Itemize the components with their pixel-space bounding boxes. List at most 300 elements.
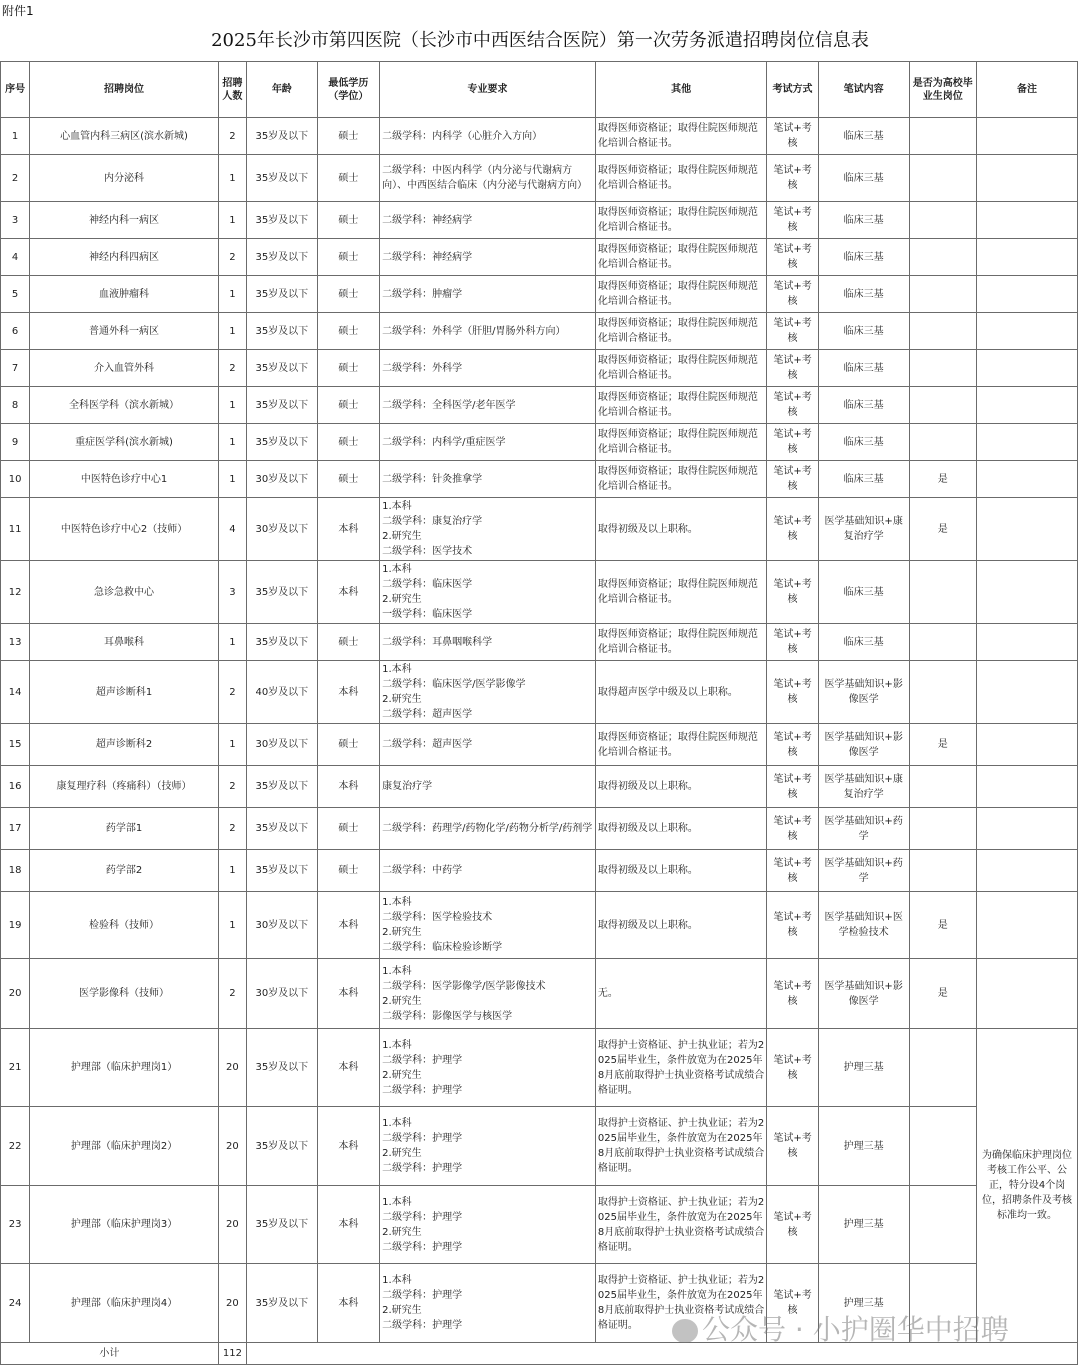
major-line: 二级学科：外科学（肝胆/胃肠外科方向） [382, 325, 566, 337]
row-major [380, 766, 596, 808]
watermark-text: 公众号 · 小护圈华中招聘 [702, 1313, 1009, 1346]
row-edu: 硕士 [317, 202, 380, 239]
major-line: 二级学科：临床检验诊断学 [382, 942, 503, 953]
row-position: 护理部（临床护理岗3） [30, 1186, 219, 1264]
row-exam: 笔试+考核 [767, 1264, 818, 1343]
row-position: 药学部2 [30, 850, 219, 892]
row-edu: 硕士 [317, 424, 380, 461]
major-line: 二级学科：超声医学 [382, 739, 473, 750]
row-exam: 笔试+考核 [767, 892, 818, 959]
row-seq: 12 [1, 561, 30, 624]
row-graduate [909, 118, 977, 155]
row-content: 临床三基 [818, 155, 909, 202]
row-major [380, 387, 596, 424]
row-major [380, 424, 596, 461]
major-line: 二级学科：超声医学 [382, 709, 473, 720]
table-row [1, 766, 1078, 808]
row-other: 取得医师资格证；取得住院医师规范化培训合格证书。 [595, 724, 766, 766]
row-edu: 本科 [317, 766, 380, 808]
row-count: 1 [218, 892, 246, 959]
row-seq: 13 [1, 624, 30, 661]
row-edu: 本科 [317, 892, 380, 959]
table-row [1, 155, 1078, 202]
row-position: 重症医学科(滨水新城) [30, 424, 219, 461]
row-other: 取得护士资格证、护士执业证；若为2025届毕业生，条件放宽为在2025年8月底前取得护士执业资格考试成绩合格证明。 [595, 1107, 766, 1186]
row-note [977, 661, 1078, 724]
row-age: 35岁及以下 [247, 239, 318, 276]
row-graduate [909, 624, 977, 661]
row-seq: 19 [1, 892, 30, 959]
table-row [1, 661, 1078, 724]
row-position: 护理部（临床护理岗4） [30, 1264, 219, 1343]
row-other: 取得医师资格证；取得住院医师规范化培训合格证书。 [595, 276, 766, 313]
row-note [977, 461, 1078, 498]
row-age: 35岁及以下 [247, 850, 318, 892]
major-line: 2.研究生 [382, 1069, 422, 1081]
major-line: 二级学科：护理学 [382, 1163, 463, 1174]
major-line: 二级学科：康复治疗学 [382, 516, 483, 527]
major-line: 二级学科：针灸推拿学 [382, 473, 483, 485]
row-count: 1 [218, 461, 246, 498]
table-body [1, 118, 1078, 1365]
row-note [977, 561, 1078, 624]
table-row [1, 1107, 1078, 1186]
row-exam: 笔试+考核 [767, 498, 818, 561]
watermark [672, 1308, 1009, 1348]
major-line: 二级学科：临床医学 [382, 579, 473, 590]
row-exam: 笔试+考核 [767, 1186, 818, 1264]
row-position: 护理部（临床护理岗1） [30, 1029, 219, 1107]
row-major [380, 561, 596, 624]
row-position: 中医特色诊疗中心1 [30, 461, 219, 498]
row-other: 无。 [595, 959, 766, 1029]
row-other: 取得医师资格证；取得住院医师规范化培训合格证书。 [595, 387, 766, 424]
row-graduate [909, 808, 977, 850]
row-position: 医学影像科（技师） [30, 959, 219, 1029]
row-content: 临床三基 [818, 350, 909, 387]
row-seq: 15 [1, 724, 30, 766]
row-count: 1 [218, 424, 246, 461]
table-row [1, 892, 1078, 959]
row-count: 20 [218, 1029, 246, 1107]
table-row [1, 202, 1078, 239]
row-seq: 6 [1, 313, 30, 350]
row-other: 取得初级及以上职称。 [595, 850, 766, 892]
major-line: 二级学科：药理学/药物化学/药物分析学/药剂学 [382, 823, 593, 834]
table-row [1, 850, 1078, 892]
major-line: 二级学科：护理学 [382, 1320, 463, 1331]
row-count: 1 [218, 850, 246, 892]
row-edu: 硕士 [317, 239, 380, 276]
header-count: 招聘人数 [218, 62, 246, 118]
row-edu: 硕士 [317, 276, 380, 313]
header-note: 备注 [977, 62, 1078, 118]
row-graduate [909, 766, 977, 808]
row-age: 35岁及以下 [247, 387, 318, 424]
row-content: 医学基础知识+康复治疗学 [818, 766, 909, 808]
row-other: 取得初级及以上职称。 [595, 766, 766, 808]
row-age: 35岁及以下 [247, 808, 318, 850]
row-exam: 笔试+考核 [767, 313, 818, 350]
major-line: 1.本科 [382, 1039, 412, 1051]
row-edu: 硕士 [317, 624, 380, 661]
row-seq: 24 [1, 1264, 30, 1343]
row-exam: 笔试+考核 [767, 766, 818, 808]
row-age: 35岁及以下 [247, 313, 318, 350]
major-line: 一级学科：临床医学 [382, 609, 473, 620]
header-content: 笔试内容 [818, 62, 909, 118]
row-exam: 笔试+考核 [767, 1107, 818, 1186]
row-graduate [909, 239, 977, 276]
header-age: 年龄 [247, 62, 318, 118]
row-note [977, 424, 1078, 461]
row-graduate [909, 661, 977, 724]
major-line: 2.研究生 [382, 694, 422, 705]
major-line: 1.本科 [382, 501, 412, 512]
row-graduate [909, 387, 977, 424]
row-other: 取得医师资格证；取得住院医师规范化培训合格证书。 [595, 561, 766, 624]
major-line: 二级学科：影像医学与核医学 [382, 1010, 513, 1022]
row-content: 医学基础知识+药学 [818, 808, 909, 850]
row-seq: 18 [1, 850, 30, 892]
table-row [1, 461, 1078, 498]
row-edu: 本科 [317, 1107, 380, 1186]
major-line: 二级学科：肿瘤学 [382, 288, 463, 300]
row-note [977, 202, 1078, 239]
row-position: 血液肿瘤科 [30, 276, 219, 313]
major-line: 1.本科 [382, 1196, 412, 1208]
row-age: 35岁及以下 [247, 1186, 318, 1264]
table-row [1, 1029, 1078, 1107]
table-row [1, 808, 1078, 850]
major-line: 二级学科：护理学 [382, 1211, 463, 1223]
row-position: 护理部（临床护理岗2） [30, 1107, 219, 1186]
row-edu: 硕士 [317, 118, 380, 155]
row-exam: 笔试+考核 [767, 1029, 818, 1107]
table-row [1, 276, 1078, 313]
row-major [380, 313, 596, 350]
row-other: 取得护士资格证、护士执业证；若为2025届毕业生，条件放宽为在2025年8月底前取得护士执业资格考试成绩合格证明。 [595, 1264, 766, 1343]
row-graduate [909, 1186, 977, 1264]
row-graduate [909, 276, 977, 313]
row-count: 20 [218, 1186, 246, 1264]
row-content: 临床三基 [818, 424, 909, 461]
major-line: 康复治疗学 [382, 781, 433, 792]
row-count: 1 [218, 724, 246, 766]
row-content: 临床三基 [818, 276, 909, 313]
row-note [977, 276, 1078, 313]
row-major [380, 624, 596, 661]
nursing-note: 为确保临床护理岗位考核工作公平、公正，特分设4个岗位，招聘条件及考核标准均一致。 [977, 1029, 1078, 1343]
row-edu: 本科 [317, 661, 380, 724]
header-graduate: 是否为高校毕业生岗位 [909, 62, 977, 118]
major-line: 1.本科 [382, 1275, 412, 1286]
row-count: 2 [218, 959, 246, 1029]
row-content: 临床三基 [818, 202, 909, 239]
row-seq: 16 [1, 766, 30, 808]
row-seq: 17 [1, 808, 30, 850]
major-line: 1.本科 [382, 897, 412, 908]
row-content: 护理三基 [818, 1264, 909, 1343]
row-other: 取得初级及以上职称。 [595, 498, 766, 561]
major-line: 二级学科：神经病学 [382, 214, 473, 226]
row-content: 医学基础知识+药学 [818, 850, 909, 892]
row-seq: 14 [1, 661, 30, 724]
row-other: 取得医师资格证；取得住院医师规范化培训合格证书。 [595, 239, 766, 276]
row-edu: 硕士 [317, 461, 380, 498]
row-content: 医学基础知识+影像医学 [818, 959, 909, 1029]
major-line: 二级学科：中药学 [382, 865, 463, 876]
row-edu: 本科 [317, 561, 380, 624]
row-seq: 10 [1, 461, 30, 498]
major-line: 2.研究生 [382, 594, 422, 605]
page-title: 2025年长沙市第四医院（长沙市中西医结合医院）第一次劳务派遣招聘岗位信息表 [211, 30, 869, 51]
row-note [977, 387, 1078, 424]
major-line: 二级学科：内科学/重症医学 [382, 436, 506, 448]
row-position: 耳鼻喉科 [30, 624, 219, 661]
row-content: 护理三基 [818, 1186, 909, 1264]
row-major [380, 1107, 596, 1186]
row-edu: 硕士 [317, 724, 380, 766]
major-line: 二级学科：神经病学 [382, 251, 473, 263]
header-seq: 序号 [1, 62, 30, 118]
row-content: 临床三基 [818, 239, 909, 276]
table-row [1, 624, 1078, 661]
row-other: 取得医师资格证；取得住院医师规范化培训合格证书。 [595, 424, 766, 461]
major-line: 二级学科：医学检验技术 [382, 912, 493, 923]
header-exam: 考试方式 [767, 62, 818, 118]
header-major: 专业要求 [380, 62, 596, 118]
row-seq: 4 [1, 239, 30, 276]
row-position: 神经内科一病区 [30, 202, 219, 239]
row-edu: 本科 [317, 1264, 380, 1343]
row-note [977, 850, 1078, 892]
major-line: 2.研究生 [382, 531, 422, 542]
row-count: 1 [218, 313, 246, 350]
row-age: 30岁及以下 [247, 959, 318, 1029]
row-major [380, 461, 596, 498]
row-major [380, 350, 596, 387]
row-count: 1 [218, 276, 246, 313]
row-major [380, 892, 596, 959]
row-position: 内分泌科 [30, 155, 219, 202]
row-position: 心血管内科三病区(滨水新城) [30, 118, 219, 155]
row-content: 医学基础知识+医学检验技术 [818, 892, 909, 959]
attachment-label: 附件1 [2, 4, 34, 18]
row-major [380, 498, 596, 561]
row-edu: 硕士 [317, 387, 380, 424]
row-exam: 笔试+考核 [767, 561, 818, 624]
row-age: 30岁及以下 [247, 498, 318, 561]
row-major [380, 808, 596, 850]
row-age: 35岁及以下 [247, 202, 318, 239]
row-position: 急诊急救中心 [30, 561, 219, 624]
row-content: 医学基础知识+康复治疗学 [818, 498, 909, 561]
row-note [977, 118, 1078, 155]
row-count: 1 [218, 624, 246, 661]
row-age: 35岁及以下 [247, 276, 318, 313]
table-row [1, 313, 1078, 350]
row-other: 取得医师资格证；取得住院医师规范化培训合格证书。 [595, 155, 766, 202]
major-line: 二级学科：护理学 [382, 1054, 463, 1066]
row-count: 4 [218, 498, 246, 561]
row-age: 35岁及以下 [247, 118, 318, 155]
row-other: 取得医师资格证；取得住院医师规范化培训合格证书。 [595, 313, 766, 350]
row-major [380, 155, 596, 202]
major-line: 二级学科：护理学 [382, 1290, 463, 1301]
table-row [1, 387, 1078, 424]
row-major [380, 661, 596, 724]
row-exam: 笔试+考核 [767, 155, 818, 202]
row-major [380, 118, 596, 155]
row-graduate [909, 155, 977, 202]
row-age: 35岁及以下 [247, 1264, 318, 1343]
row-position: 神经内科四病区 [30, 239, 219, 276]
row-count: 1 [218, 155, 246, 202]
row-position: 检验科（技师） [30, 892, 219, 959]
row-count: 2 [218, 661, 246, 724]
row-count: 2 [218, 350, 246, 387]
row-count: 1 [218, 387, 246, 424]
row-exam: 笔试+考核 [767, 276, 818, 313]
major-line: 1.本科 [382, 564, 412, 575]
row-exam: 笔试+考核 [767, 724, 818, 766]
row-edu: 本科 [317, 1029, 380, 1107]
row-age: 35岁及以下 [247, 1107, 318, 1186]
row-age: 35岁及以下 [247, 624, 318, 661]
major-line: 2.研究生 [382, 1148, 422, 1159]
row-edu: 本科 [317, 498, 380, 561]
row-graduate: 是 [909, 724, 977, 766]
row-edu: 硕士 [317, 313, 380, 350]
row-content: 临床三基 [818, 118, 909, 155]
row-content: 临床三基 [818, 313, 909, 350]
row-age: 35岁及以下 [247, 155, 318, 202]
row-note [977, 892, 1078, 959]
row-count: 1 [218, 202, 246, 239]
row-other: 取得护士资格证、护士执业证；若为2025届毕业生，条件放宽为在2025年8月底前取得护士执业资格考试成绩合格证明。 [595, 1029, 766, 1107]
major-line: 二级学科：内科学（心脏介入方向） [382, 130, 543, 142]
row-exam: 笔试+考核 [767, 850, 818, 892]
row-graduate [909, 561, 977, 624]
row-position: 普通外科一病区 [30, 313, 219, 350]
row-age: 40岁及以下 [247, 661, 318, 724]
table-row [1, 959, 1078, 1029]
row-graduate [909, 1107, 977, 1186]
row-edu: 硕士 [317, 155, 380, 202]
row-major [380, 1186, 596, 1264]
row-content: 临床三基 [818, 461, 909, 498]
row-note [977, 766, 1078, 808]
row-graduate: 是 [909, 959, 977, 1029]
row-seq: 9 [1, 424, 30, 461]
row-exam: 笔试+考核 [767, 118, 818, 155]
row-position: 中医特色诊疗中心2（技师） [30, 498, 219, 561]
major-line: 2.研究生 [382, 1305, 422, 1316]
row-graduate [909, 1029, 977, 1107]
row-graduate: 是 [909, 498, 977, 561]
row-major [380, 959, 596, 1029]
row-age: 30岁及以下 [247, 724, 318, 766]
row-age: 35岁及以下 [247, 561, 318, 624]
row-other: 取得护士资格证、护士执业证；若为2025届毕业生，条件放宽为在2025年8月底前取得护士执业资格考试成绩合格证明。 [595, 1186, 766, 1264]
subtotal-label: 小计 [1, 1343, 219, 1365]
row-other: 取得医师资格证；取得住院医师规范化培训合格证书。 [595, 202, 766, 239]
row-other: 取得医师资格证；取得住院医师规范化培训合格证书。 [595, 118, 766, 155]
row-count: 2 [218, 766, 246, 808]
row-graduate [909, 202, 977, 239]
row-edu: 本科 [317, 959, 380, 1029]
row-exam: 笔试+考核 [767, 661, 818, 724]
major-line: 2.研究生 [382, 1226, 422, 1238]
major-line: 二级学科：外科学 [382, 362, 463, 374]
row-major [380, 239, 596, 276]
row-other: 取得超声医学中级及以上职称。 [595, 661, 766, 724]
row-exam: 笔试+考核 [767, 461, 818, 498]
row-other: 取得医师资格证；取得住院医师规范化培训合格证书。 [595, 350, 766, 387]
row-age: 35岁及以下 [247, 350, 318, 387]
table-row [1, 498, 1078, 561]
row-exam: 笔试+考核 [767, 959, 818, 1029]
row-position: 全科医学科（滨水新城） [30, 387, 219, 424]
table-row [1, 239, 1078, 276]
row-age: 30岁及以下 [247, 461, 318, 498]
row-graduate [909, 850, 977, 892]
row-position: 介入血管外科 [30, 350, 219, 387]
row-position: 超声诊断科1 [30, 661, 219, 724]
row-count: 20 [218, 1107, 246, 1186]
row-exam: 笔试+考核 [767, 424, 818, 461]
row-count: 3 [218, 561, 246, 624]
row-content: 医学基础知识+影像医学 [818, 724, 909, 766]
table-row [1, 350, 1078, 387]
row-exam: 笔试+考核 [767, 808, 818, 850]
row-exam: 笔试+考核 [767, 350, 818, 387]
row-graduate [909, 313, 977, 350]
row-note [977, 313, 1078, 350]
row-seq: 5 [1, 276, 30, 313]
row-seq: 7 [1, 350, 30, 387]
recruitment-table [0, 61, 1078, 1365]
row-count: 2 [218, 118, 246, 155]
row-note [977, 498, 1078, 561]
row-note [977, 959, 1078, 1029]
row-position: 超声诊断科2 [30, 724, 219, 766]
row-count: 2 [218, 239, 246, 276]
row-graduate [909, 350, 977, 387]
row-major [380, 202, 596, 239]
row-exam: 笔试+考核 [767, 202, 818, 239]
row-exam: 笔试+考核 [767, 387, 818, 424]
row-note [977, 724, 1078, 766]
table-header-row [1, 62, 1078, 118]
header-other: 其他 [595, 62, 766, 118]
row-major [380, 1264, 596, 1343]
major-line: 二级学科：临床医学/医学影像学 [382, 679, 526, 690]
row-exam: 笔试+考核 [767, 239, 818, 276]
row-note [977, 624, 1078, 661]
row-edu: 本科 [317, 1186, 380, 1264]
row-content: 医学基础知识+影像医学 [818, 661, 909, 724]
major-line: 二级学科：医学技术 [382, 546, 473, 557]
row-major [380, 1029, 596, 1107]
major-line: 1.本科 [382, 965, 412, 977]
row-seq: 20 [1, 959, 30, 1029]
row-other: 取得医师资格证；取得住院医师规范化培训合格证书。 [595, 624, 766, 661]
table-row [1, 724, 1078, 766]
major-line: 二级学科：全科医学/老年医学 [382, 399, 516, 411]
table-row [1, 424, 1078, 461]
